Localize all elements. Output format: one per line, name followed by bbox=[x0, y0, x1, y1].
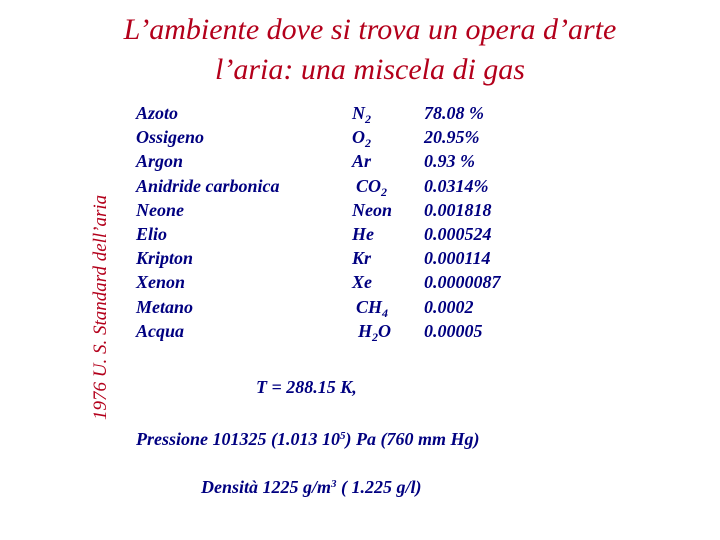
pressure-exponent: 5 bbox=[340, 430, 346, 442]
gas-value: 0.0314% bbox=[424, 175, 489, 196]
gas-name: Acqua bbox=[136, 320, 185, 341]
symbol-tail: O bbox=[378, 320, 392, 341]
gas-names-column bbox=[136, 101, 280, 343]
gas-symbols-column bbox=[352, 101, 392, 343]
symbol-text: N bbox=[352, 103, 365, 123]
symbol-subscript: 2 bbox=[365, 136, 371, 151]
gas-name: Azoto bbox=[136, 103, 179, 123]
symbol-text: He bbox=[352, 223, 374, 244]
temperature-text: T = 288.15 K, bbox=[256, 377, 357, 397]
gas-value: 20.95% bbox=[424, 127, 480, 148]
gas-value: 0.001818 bbox=[424, 199, 492, 220]
gas-value: 0.000524 bbox=[424, 223, 492, 244]
gas-name: Argon bbox=[136, 151, 184, 172]
gas-value: 0.93 % bbox=[424, 151, 475, 172]
symbol-text: CH bbox=[356, 296, 383, 317]
symbol-subscript: 2 bbox=[372, 329, 379, 344]
title-line-1: L’ambiente dove si trova un opera d’arte bbox=[123, 13, 617, 46]
density-exponent: 3 bbox=[331, 478, 337, 490]
gas-symbol bbox=[352, 101, 392, 125]
gas-symbol bbox=[352, 295, 392, 319]
gas-symbol bbox=[352, 319, 392, 343]
symbol-subscript: 2 bbox=[365, 112, 371, 126]
slide-title bbox=[40, 10, 700, 90]
gas-symbol bbox=[352, 246, 392, 270]
gas-name: Kripton bbox=[136, 248, 194, 269]
gas-value: 0.00005 bbox=[424, 320, 483, 341]
gas-name: Ossigeno bbox=[136, 127, 205, 148]
density-text bbox=[201, 477, 422, 498]
pressure-text bbox=[136, 429, 479, 450]
side-label: 1976 U. S. Standard dell’aria bbox=[90, 194, 111, 420]
symbol-text: O bbox=[352, 127, 365, 148]
gas-value: 78.08 % bbox=[424, 103, 484, 123]
gas-value: 0.0002 bbox=[424, 296, 474, 317]
gas-name: Xenon bbox=[136, 272, 186, 293]
symbol-text: Ar bbox=[352, 151, 372, 172]
density-text-start: Densità 1225 g/m bbox=[201, 477, 332, 497]
gas-value: 0.0000087 bbox=[424, 272, 501, 293]
gas-value: 0.000114 bbox=[424, 248, 491, 269]
pressure-text-start: Pressione 101325 (1.013 10 bbox=[136, 429, 340, 449]
symbol-subscript: 2 bbox=[381, 184, 388, 199]
gas-symbol bbox=[352, 149, 392, 173]
gas-name: Neone bbox=[136, 199, 184, 220]
symbol-subscript: 4 bbox=[382, 305, 389, 320]
symbol-text: H bbox=[358, 320, 373, 341]
symbol-text: Neon bbox=[352, 199, 392, 220]
gas-values-column bbox=[424, 101, 501, 343]
gas-name: Elio bbox=[136, 223, 168, 244]
symbol-text: Xe bbox=[352, 272, 372, 293]
title-line-2: l’aria: una miscela di gas bbox=[215, 53, 525, 86]
gas-symbol bbox=[352, 270, 392, 294]
symbol-text: CO bbox=[356, 175, 382, 196]
gas-symbol bbox=[352, 174, 392, 198]
gas-symbol bbox=[352, 125, 392, 149]
pressure-text-end: ) Pa (760 mm Hg) bbox=[345, 429, 480, 449]
symbol-text: Kr bbox=[352, 248, 372, 269]
gas-symbol bbox=[352, 222, 392, 246]
gas-symbol bbox=[352, 198, 392, 222]
density-text-end: ( 1.225 g/l) bbox=[336, 477, 422, 497]
gas-name: Anidride carbonica bbox=[136, 175, 280, 196]
gas-name: Metano bbox=[136, 296, 194, 317]
